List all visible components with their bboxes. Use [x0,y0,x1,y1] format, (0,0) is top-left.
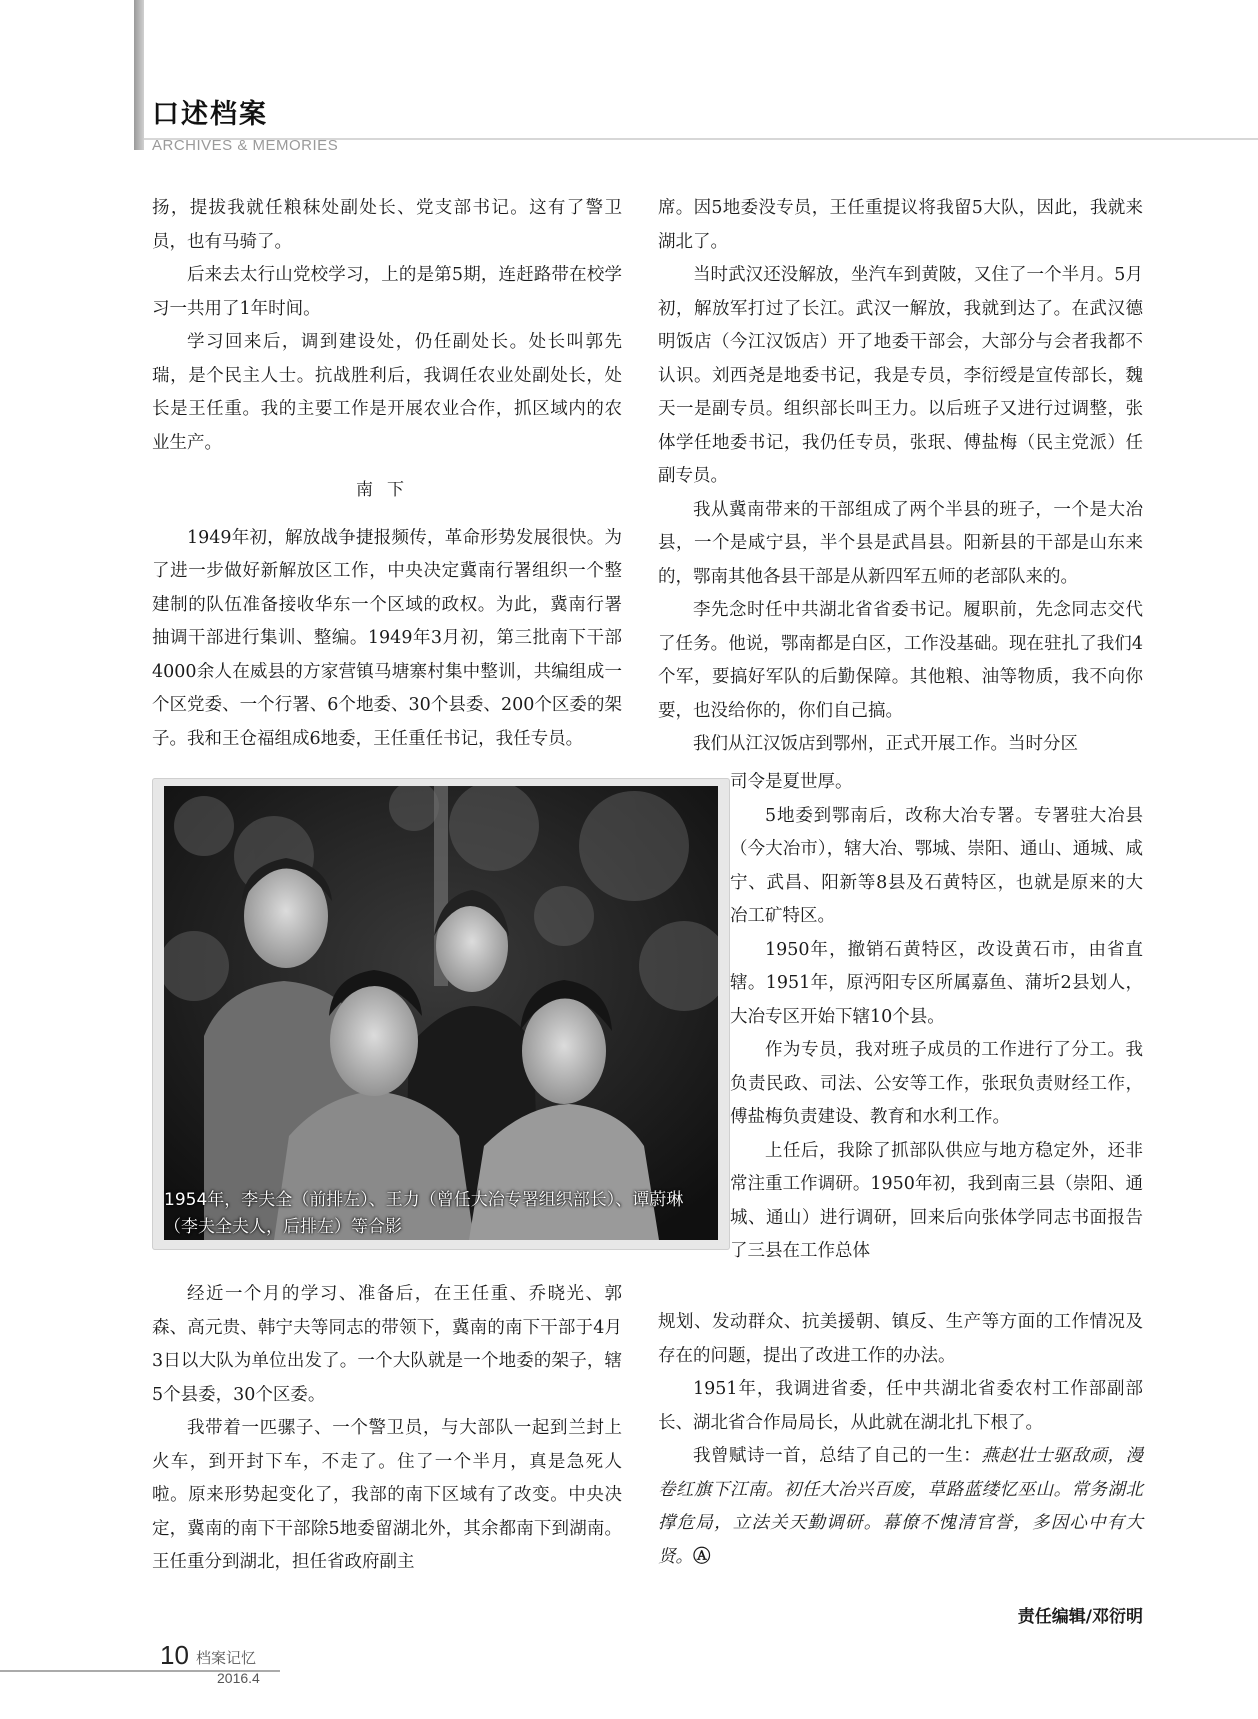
right-column-top [658,192,1143,762]
editor-credit: 责任编辑/邓衍明 [1017,1607,1143,1627]
subheading: 南下 [356,480,418,500]
paragraph: 经近一个月的学习、准备后，在王任重、乔晓光、郭森、高元贵、韩宁夫等同志的带领下，冀南的南下干部于4月3日以大队为单位出发了。一个大队就是一个地委的架子，辖5个县委，30个区委。 [152,1284,622,1405]
paragraph: 1950年，撤销石黄特区，改设黄石市，由省直辖。1951年，原沔阳专区所属嘉鱼、蒲圻2县划人，大冶专区开始下辖10个县。 [730,939,1143,1027]
paragraph: 后来去太行山党校学习，上的是第5期，连赶路带在校学习一共用了1年时间。 [152,265,622,319]
paragraph: 上任后，我除了抓部队供应与地方稳定外，还非常注重工作调研。1950年初，我到南三县（崇阳、通城、通山）进行调研，回来后向张体学同志书面报告了三县在工作总体 [730,1140,1143,1261]
paragraph [658,1440,1143,1574]
left-column-top [152,192,622,756]
poem-intro: 我曾赋诗一首，总结了自己的一生： [693,1446,982,1466]
paragraph: 5地委到鄂南后，改称大冶专署。专署驻大冶县（今大冶市），辖大冶、鄂城、崇阳、通山、通城、咸宁、武昌、阳新等8县及石黄特区，也就是原来的大冶工矿特区。 [730,805,1143,926]
photo-caption: 1954年，李夫全（前排左）、王力（曾任大冶专署组织部长）、谭蔚琳（李夫全夫人，后排左）等合影 [164,1190,684,1237]
paragraph: 我带着一匹骡子、一个警卫员，与大部队一起到兰封上火车，到开封下车，不走了。住了一个半月，真是急死人啦。原来形势起变化了，我部的南下区域有了改变。中央决定，冀南的南下干部除5地委留湖北外，其余都南下到湖南。王任重分到湖北，担任省政府副主 [152,1418,622,1572]
poem: 燕赵壮士驱敌顽，漫卷红旗下江南。初任大冶兴百废，草路蓝缕忆巫山。常务湖北撑危局，立法关天勤调研。幕僚不愧清官誉，多因心中有大贤。 [658,1446,1144,1567]
historical-photo [152,778,730,1250]
section-title: 口述档案 [152,99,268,130]
paragraph: 李先念时任中共湖北省省委书记。履职前，先念同志交代了任务。他说，鄂南都是白区，工作没基础。现在驻扎了我们4个军，要搞好军队的后勤保障。其他粮、油等物质，我不向你要，也没给你的，你们自己搞。 [658,600,1143,721]
paragraph: 席。因5地委没专员，王任重提议将我留5大队，因此，我就来湖北了。 [658,198,1143,252]
photo-image [164,786,718,1240]
paragraph: 司令是夏世厚。 [730,772,853,792]
paragraph: 1951年，我调进省委，任中共湖北省委农村工作部副部长、湖北省合作局局长，从此就在湖北扎下根了。 [658,1379,1143,1433]
header-accent-bar [134,0,144,150]
paragraph: 我从冀南带来的干部组成了两个半县的班子，一个是大冶县，一个是咸宁县，半个县是武昌县。阳新县的干部是山东来的，鄂南其他各县干部是从新四军五师的老部队来的。 [658,499,1143,587]
section-subtitle: ARCHIVES & MEMORIES [152,137,339,154]
paragraph: 当时武汉还没解放，坐汽车到黄陂，又住了一个半月。5月初，解放军打过了长江。武汉一解放，我就到达了。在武汉德明饭店（今江汉饭店）开了地委干部会，大部分与会者我都不认识。刘西尧是地委书记，我是专员，李衍绶是宣传部长，魏天一是副专员。组织部长叫王力。以后班子又进行过调整，张体学任地委书记，我仍任专员，张珉、傅盐梅（民主党派）任副专员。 [658,265,1143,486]
paragraph: 扬，提拔我就任粮秣处副处长、党支部书记。这有了警卫员，也有马骑了。 [152,198,622,252]
end-mark-icon: Ⓐ [693,1546,711,1567]
paragraph: 作为专员，我对班子成员的工作进行了分工。我负责民政、司法、公安等工作，张珉负责财经工作，傅盐梅负责建设、教育和水利工作。 [730,1040,1143,1127]
magazine-name: 档案记忆 [196,1649,257,1667]
paragraph: 我们从江汉饭店到鄂州，正式开展工作。当时分区 [693,734,1078,754]
paragraph: 学习回来后，调到建设处，仍任副处长。处长叫郭先瑞，是个民主人士。抗战胜利后，我调任农业处副处长，处长是王任重。我的主要工作是开展农业合作，抓区域内的农业生产。 [152,332,622,453]
paragraph: 1949年初，解放战争捷报频传，革命形势发展很快。为了进一步做好新解放区工作，中央决定冀南行署组织一个整建制的队伍准备接收华东一个区域的政权。为此，冀南行署抽调干部进行集训、整编。1949年3月初，第三批南下干部4000余人在威县的方家营镇马塘寨村集中整训，共编组成一个区党委、一个行署、6个地委、30个县委、200个区委的架子。我和王仓福组成6地委，王任重任书记，我任专员。 [152,527,622,749]
page-number: 10 [160,1640,189,1670]
paragraph: 规划、发动群众、抗美援朝、镇反、生产等方面的工作情况及存在的问题，提出了改进工作的办法。 [658,1312,1143,1366]
left-column-bottom [152,1278,622,1580]
right-column-narrow [730,766,1143,1269]
right-column-bottom [658,1306,1143,1574]
issue-number: 2016.4 [217,1670,260,1686]
